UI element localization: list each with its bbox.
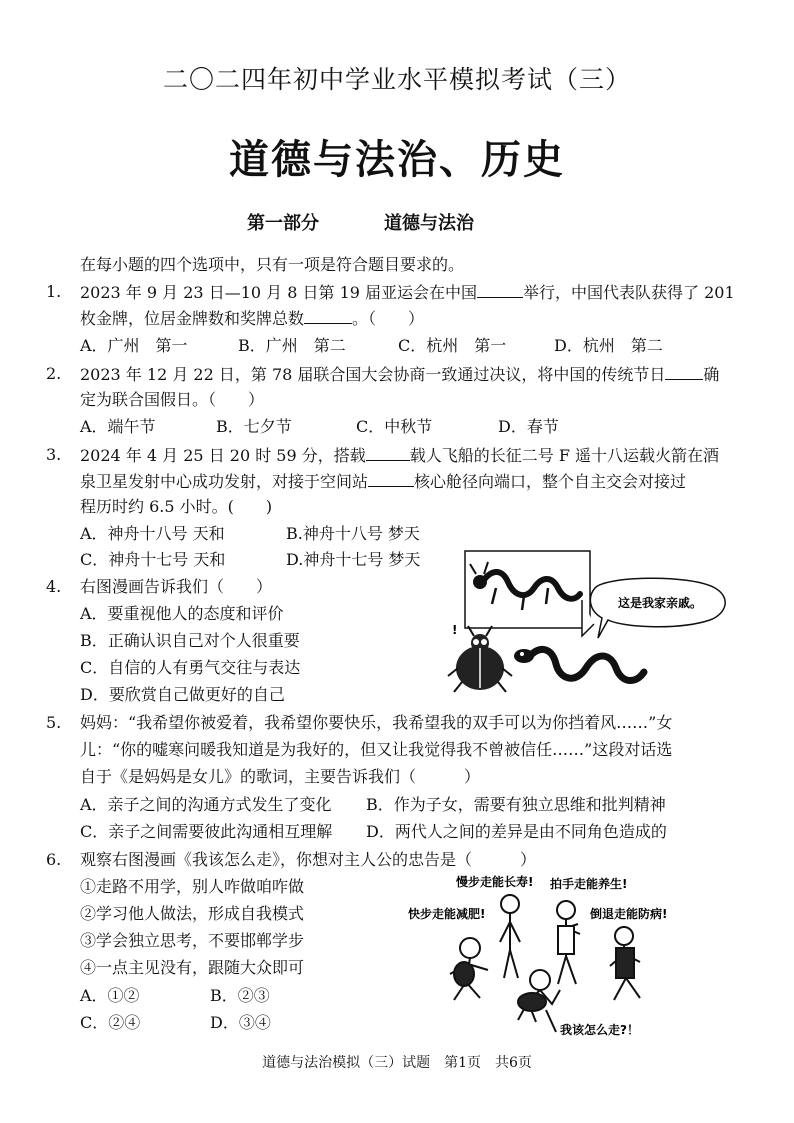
exam-title: 二〇二四年初中学业水平模拟考试（三） — [162, 65, 631, 94]
question-3-line-1: 2024 年 4 月 25 日 20 时 59 分，搭载 载人飞船的长征二号 F 遥十八运载火箭在酒 — [80, 442, 719, 469]
question-1-option-c: C．杭州 第一 — [398, 336, 507, 355]
question-4-option-d: D．要欣赏自己做更好的自己 — [80, 685, 285, 704]
question-6-statement-2: ②学习他人做法，形成自我模式 — [80, 904, 305, 923]
question-4-option-b: B．正确认识自己对个人很重要 — [80, 631, 300, 650]
question-1-line-1: 2023 年 9 月 23 日—10 月 8 日第 19 届亚运会在中国 举行，中国代表队获得了 201 — [80, 279, 735, 306]
question-3-option-b: B.神舟十八号 梦天 — [286, 524, 420, 543]
question-1-option-d: D．杭州 第二 — [554, 336, 663, 355]
question-5-line-1: 妈妈：“我希望你被爱着，我希望你要快乐，我希望我的双手可以为你挡着风……”女 — [80, 713, 673, 732]
question-6-statement-3: ③学会独立思考，不要邯郸学步 — [80, 931, 305, 950]
answer-blank — [368, 468, 414, 487]
confused-walker-icon — [518, 970, 560, 1032]
question-4-option-c: C．自信的人有勇气交往与表达 — [80, 658, 301, 677]
question-3-number: 3. — [46, 445, 62, 464]
question-4-option-a: A．要重视他人的态度和评价 — [80, 604, 284, 623]
question-6-cartoon — [400, 870, 680, 1040]
question-3-line-3: 程历时约 6.5 小时。( ) — [80, 497, 273, 516]
cartoon-frame — [465, 551, 590, 628]
question-2-option-d: D．春节 — [498, 417, 559, 436]
subject-title: 道德与法治、历史 — [229, 136, 565, 183]
question-6-statement-4: ④一点主见没有，跟随大众即可 — [80, 958, 305, 977]
question-5-line-2: 儿：“你的嘘寒问暖我知道是为我好的，但又让我觉得我不曾被信任……”这段对话选 — [80, 740, 673, 759]
question-3-option-a: A．神舟十八号 天和 — [80, 524, 225, 543]
question-2-option-a: A．端午节 — [80, 417, 156, 436]
question-6-option-b: B．②③ — [210, 986, 270, 1005]
snake-icon — [514, 649, 644, 681]
question-3-option-d: D.神舟十七号 梦天 — [286, 550, 421, 569]
cartoon-label-question: 我该怎么走?！ — [560, 1023, 639, 1037]
speech-text: 这是我家亲戚。 — [617, 596, 703, 610]
answer-blank — [366, 442, 410, 461]
question-1-line-2: 枚金牌，位居金牌数和奖牌总数 。（ ） — [80, 305, 424, 332]
answer-blank — [665, 361, 703, 380]
cartoon-label-clap: 拍手走能养生! — [550, 877, 628, 891]
part-label: 第一部分 — [247, 213, 319, 234]
question-2-line-2: 定为联合国假日。（ ） — [80, 390, 265, 409]
question-3-option-c: C．神舟十七号 天和 — [80, 550, 226, 569]
question-5-line-3: 自于《是妈妈是女儿》的歌词，主要告诉我们（ ） — [80, 767, 481, 786]
cartoon-label-slow: 慢步走能长寿! — [456, 875, 534, 889]
question-6-statement-1: ①走路不用学，别人咋做咱咋做 — [80, 877, 305, 896]
question-6-number: 6. — [46, 850, 62, 869]
question-5-option-d: D．两代人之间的差异是由不同角色造成的 — [366, 822, 667, 841]
beetle-icon — [448, 626, 512, 692]
question-5-option-a: A．亲子之间的沟通方式发生了变化 — [80, 795, 332, 814]
question-2-line-1: 2023 年 12 月 22 日，第 78 届联合国大会协商一致通过决议，将中国的传统节日 确 — [80, 361, 719, 388]
walker-backward-icon — [610, 927, 640, 1000]
question-1-option-b: B．广州 第二 — [238, 336, 346, 355]
cartoon-label-backward: 倒退走能防病! — [590, 907, 668, 921]
question-2-option-b: B．七夕节 — [216, 417, 292, 436]
question-5-option-b: B．作为子女，需要有独立思维和批判精神 — [366, 795, 666, 814]
answer-blank — [304, 305, 352, 324]
question-3-line-2: 泉卫星发射中心成功发射，对接于空间站 核心舱径向端口，整个自主交会对接过 — [80, 468, 686, 495]
question-6-option-a: A．①② — [80, 986, 140, 1005]
instruction: 在每小题的四个选项中，只有一项是符合题目要求的。 — [80, 255, 465, 274]
answer-blank — [477, 279, 523, 298]
cartoon-label-fast: 快步走能减肥! — [408, 907, 486, 921]
question-4-cartoon — [440, 548, 740, 698]
question-2-number: 2. — [46, 364, 62, 383]
question-6-option-d: D．③④ — [210, 1013, 271, 1032]
question-5-option-c: C．亲子之间需要彼此沟通相互理解 — [80, 822, 333, 841]
question-1-option-a: A．广州 第一 — [80, 336, 188, 355]
question-5-number: 5. — [46, 713, 62, 732]
exclaim-mark: ! — [452, 623, 458, 637]
question-6-option-c: C．②④ — [80, 1013, 141, 1032]
part-name: 道德与法治 — [384, 213, 474, 234]
walker-fast-icon — [450, 938, 488, 1000]
question-4-stem: 右图漫画告诉我们（ ） — [80, 577, 273, 596]
walker-clap-icon — [557, 901, 580, 984]
question-2-option-c: C．中秋节 — [356, 417, 433, 436]
question-6-stem: 观察右图漫画《我该怎么走》，你想对主人公的忠告是（ ） — [80, 850, 537, 869]
question-1-number: 1. — [46, 282, 62, 301]
page-footer: 道德与法治模拟（三）试题 第1页 共6页 — [262, 1055, 532, 1071]
walker-slow-icon — [500, 895, 520, 978]
question-4-number: 4. — [46, 577, 62, 596]
